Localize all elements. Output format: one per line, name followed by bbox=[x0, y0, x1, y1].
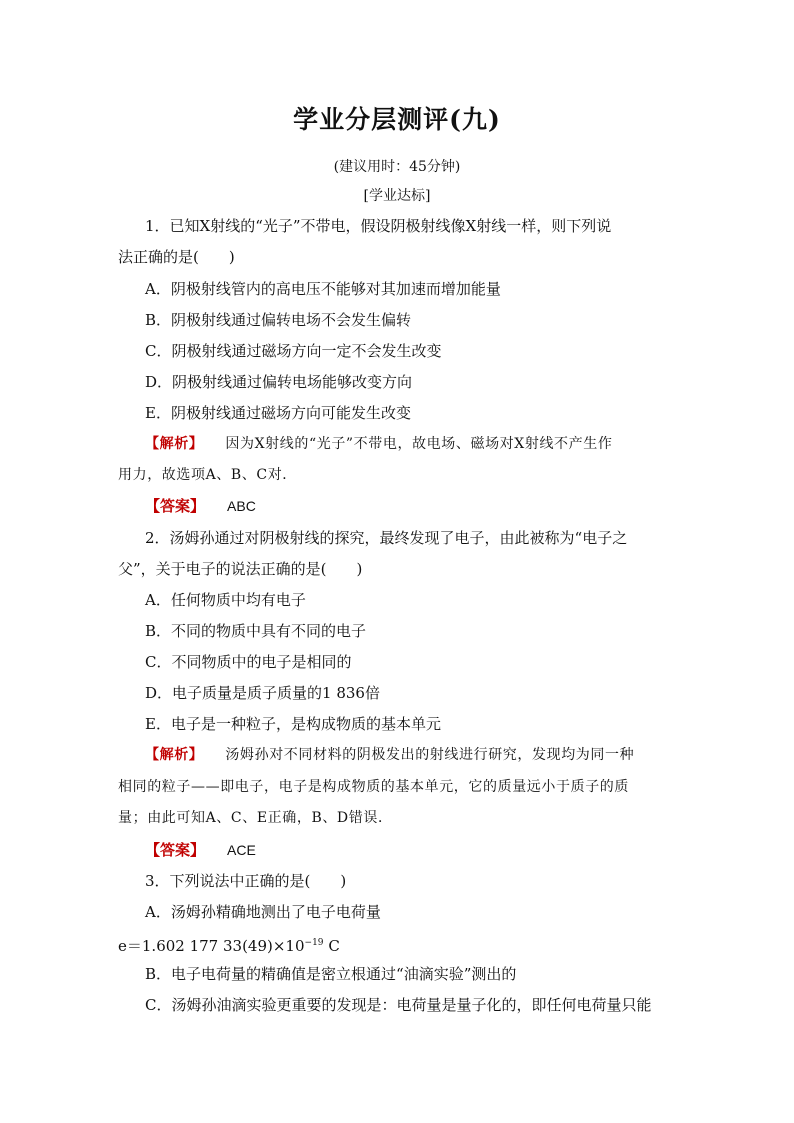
answer-label: 【答案】 bbox=[145, 497, 206, 515]
q2-analysis-line1 bbox=[145, 745, 715, 765]
answer-label: 【答案】 bbox=[145, 841, 206, 859]
q1-analysis-line2: 用力，故选项A、B、C对． bbox=[118, 467, 297, 483]
q1-option-a: A．阴极射线管内的高电压不能够对其加速而增加能量 bbox=[145, 280, 501, 298]
q1-answer-line bbox=[145, 496, 715, 516]
q2-analysis-text1: 汤姆孙对不同材料的阴极发出的射线进行研究，发现均为同一种 bbox=[225, 747, 635, 763]
q1-option-c: C．阴极射线通过磁场方向一定不会发生改变 bbox=[145, 342, 442, 360]
formula-main: e＝1.602 177 33(49)×10 bbox=[118, 937, 305, 955]
section-heading: [学业达标] bbox=[363, 188, 431, 204]
q2-stem-line2: 父”，关于电子的说法正确的是( ) bbox=[118, 560, 363, 578]
q2-option-e: E．电子是一种粒子，是构成物质的基本单元 bbox=[145, 715, 441, 733]
time-hint: (建议用时：45分钟) bbox=[333, 159, 461, 175]
formula-exponent: −19 bbox=[304, 938, 324, 948]
formula-unit: C bbox=[328, 937, 340, 955]
q3-stem: 3．下列说法中正确的是( ) bbox=[145, 872, 347, 890]
q1-answer: ABC bbox=[227, 498, 256, 514]
q2-option-c: C．不同物质中的电子是相同的 bbox=[145, 653, 352, 671]
q3-formula bbox=[118, 933, 688, 956]
q1-option-d: D．阴极射线通过偏转电场能够改变方向 bbox=[145, 373, 413, 391]
q2-answer: ACE bbox=[227, 842, 256, 858]
q1-option-e: E．阴极射线通过磁场方向可能发生改变 bbox=[145, 404, 411, 422]
analysis-label: 【解析】 bbox=[145, 436, 204, 452]
q2-answer-line bbox=[145, 840, 715, 860]
q2-option-a: A．任何物质中均有电子 bbox=[145, 591, 306, 609]
analysis-label: 【解析】 bbox=[145, 747, 204, 763]
q2-option-b: B．不同的物质中具有不同的电子 bbox=[145, 622, 367, 640]
q2-option-d: D．电子质量是质子质量的1 836倍 bbox=[145, 684, 380, 702]
q1-stem-line2: 法正确的是( ) bbox=[118, 248, 235, 266]
q2-stem-line1: 2．汤姆孙通过对阴极射线的探究，最终发现了电子，由此被称为“电子之 bbox=[145, 529, 628, 547]
q2-analysis-line3: 量；由此可知A、C、E正确，B、D错误． bbox=[118, 810, 393, 826]
q2-analysis-line2: 相同的粒子——即电子，电子是构成物质的基本单元，它的质量远小于质子的质 bbox=[118, 779, 629, 795]
q3-option-b: B．电子电荷量的精确值是密立根通过“油滴实验”测出的 bbox=[145, 965, 517, 983]
q1-stem-line1: 1．已知X射线的“光子”不带电，假设阴极射线像X射线一样，则下列说 bbox=[145, 217, 612, 235]
page-title: 学业分层测评(九) bbox=[293, 105, 501, 134]
q3-option-a: A．汤姆孙精确地测出了电子电荷量 bbox=[145, 903, 381, 921]
q1-option-b: B．阴极射线通过偏转电场不会发生偏转 bbox=[145, 311, 412, 329]
q1-analysis-text1: 因为X射线的“光子”不带电，故电场、磁场对X射线不产生作 bbox=[225, 436, 613, 452]
q1-analysis-line1 bbox=[145, 434, 715, 454]
q3-option-c: C．汤姆孙油滴实验更重要的发现是：电荷量是量子化的，即任何电荷量只能 bbox=[145, 996, 652, 1014]
